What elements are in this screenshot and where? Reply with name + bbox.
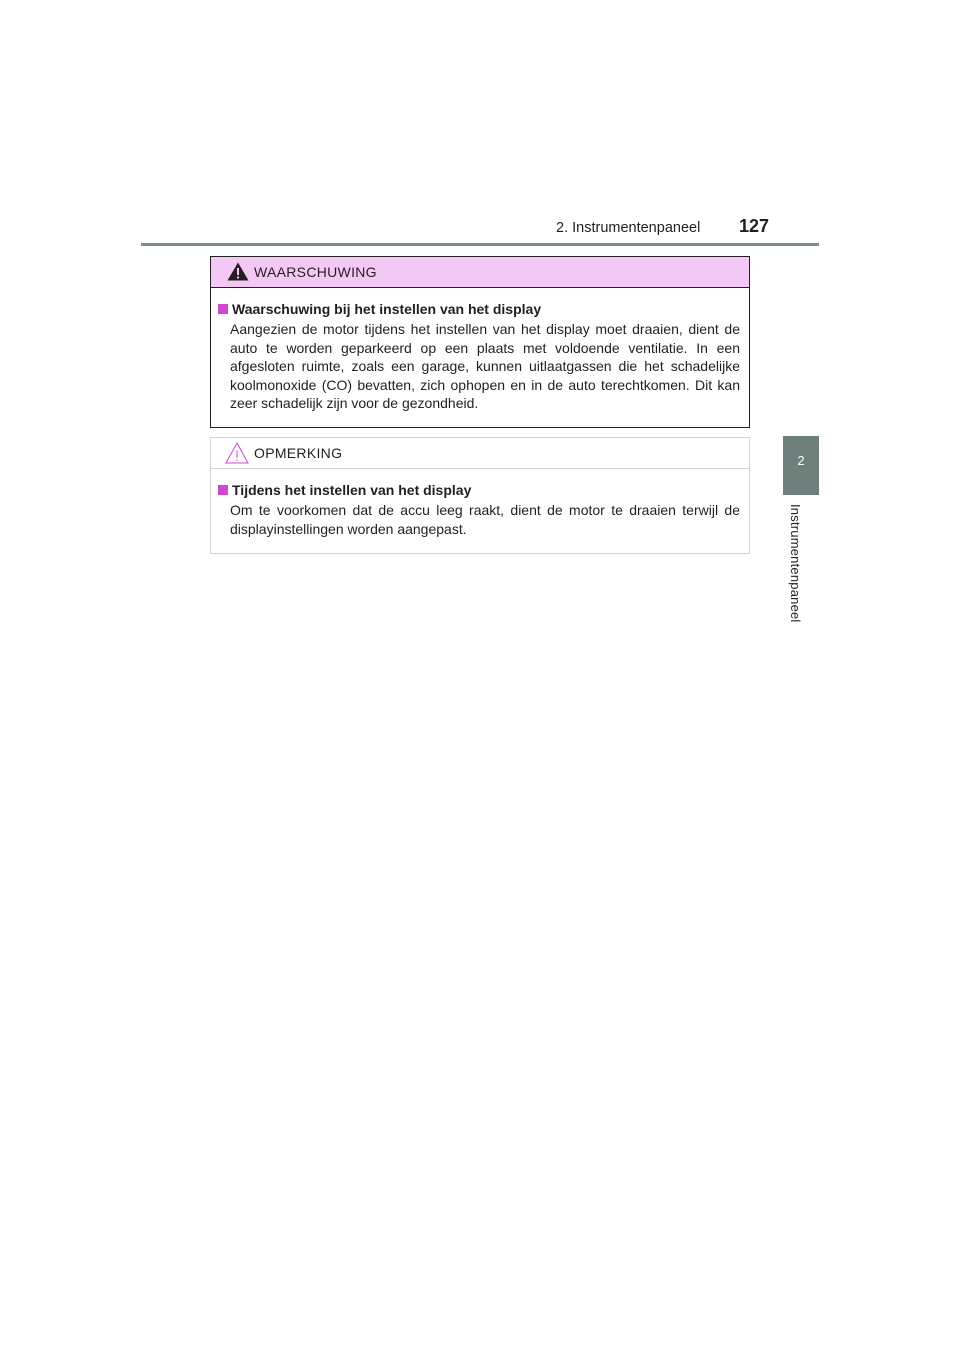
warning-body [211,288,749,413]
note-box [210,437,750,554]
section-title: 2. Instrumentenpaneel [556,220,701,236]
note-body [211,469,749,538]
warning-title: WAARSCHUWING [254,264,377,280]
note-header [211,438,749,469]
header-divider [141,243,819,246]
warning-item-text: Aangezien de motor tijdens het instellen van het display moet draaien, dient de auto te worden geparkeerd op een plaats met voldoende ventilatie. In een afgesloten ruimte, zoals een garage, kunnen uitlaatgassen die het schadelijke koolmonoxide (CO) bevatten, zich ophopen en in de auto terechtkomen. Dit kan zeer schadelijk zijn voor de gezondheid. [230,321,740,411]
chapter-label: Instrumentenpaneel [788,504,803,623]
warning-box [210,256,750,428]
bullet-square-icon [218,485,228,495]
note-item-text: Om te voorkomen dat de accu leeg raakt, dient de motor te draaien terwijl de displayinstellingen worden aangepast. [230,502,740,537]
chapter-tab[interactable] [783,436,819,495]
warning-triangle-icon [227,262,249,281]
warning-item-heading [218,300,740,318]
chapter-number: 2 [797,453,805,468]
bullet-square-icon [218,304,228,314]
warning-item-heading-text: Waarschuwing bij het instellen van het display [232,301,542,317]
caution-triangle-icon [225,442,249,464]
note-item-heading [218,481,740,499]
page-number: 127 [739,216,770,236]
note-item-heading-text: Tijdens het instellen van het display [232,482,472,498]
warning-header [211,257,749,288]
note-title: OPMERKING [254,445,343,461]
